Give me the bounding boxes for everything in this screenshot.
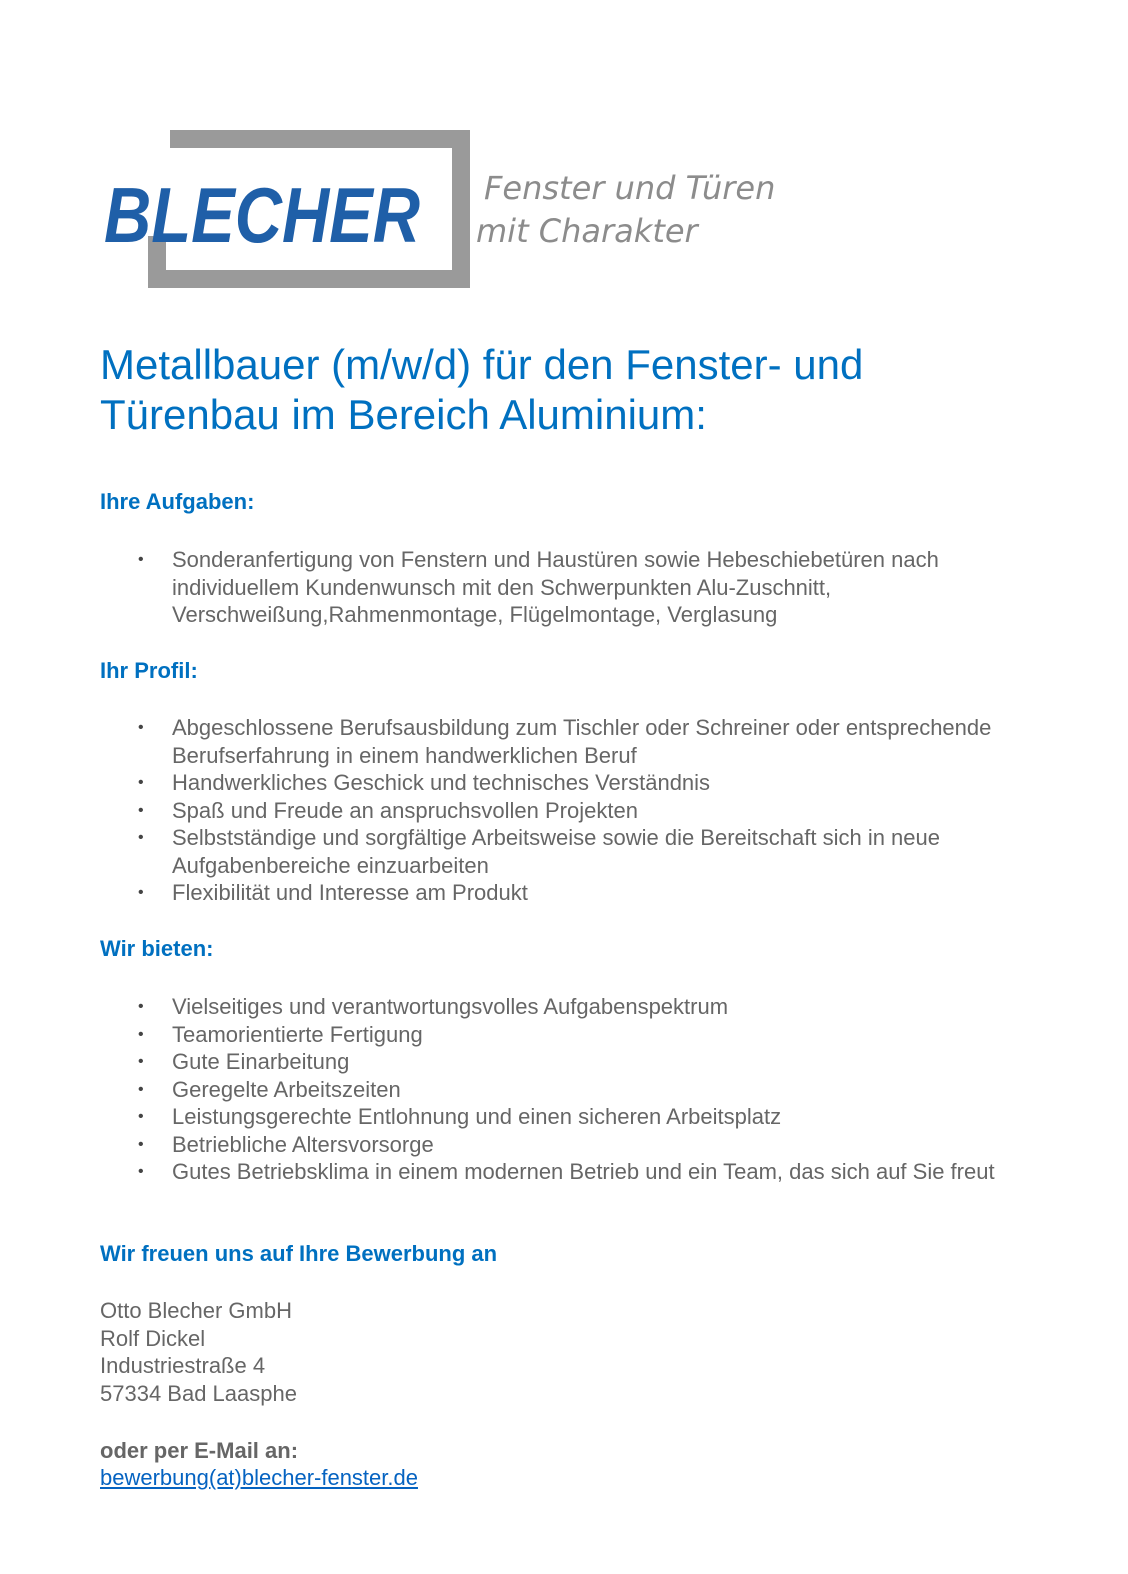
bullet-icon: • bbox=[138, 801, 144, 819]
list-item-text: Vielseitiges und verantwortungsvolles Aufgabenspektrum bbox=[172, 994, 729, 1019]
bullet-icon: • bbox=[138, 774, 144, 791]
list-item-text: Leistungsgerechte Entlohnung und einen sicheren Arbeitsplatz bbox=[172, 1104, 782, 1129]
list-item-text: Handwerkliches Geschick und technisches Verständnis bbox=[172, 770, 711, 795]
list-item-text: Selbstständige und sorgfältige Arbeitsweise sowie die Bereitschaft sich in neue Aufgabenbereiche einzuarbeiten bbox=[172, 825, 941, 878]
aufgaben-list bbox=[100, 546, 1000, 629]
list-item-text: Gutes Betriebsklima in einem modernen Betrieb und ein Team, das sich auf Sie freut bbox=[172, 1159, 995, 1184]
logo-tagline-line1: Fenster und Türen bbox=[484, 169, 776, 207]
list-item bbox=[100, 797, 1000, 825]
logo-tagline-line2: mit Charakter bbox=[476, 212, 698, 250]
list-item-text: Betriebliche Altersvorsorge bbox=[172, 1131, 434, 1157]
list-item bbox=[100, 769, 1000, 797]
list-item bbox=[100, 1103, 1000, 1131]
list-item-text: Abgeschlossene Berufsausbildung zum Tischler oder Schreiner oder entsprechende Berufserfahrung in einem handwerklichen Beruf bbox=[172, 715, 992, 768]
list-item-text: Flexibilität und Interesse am Produkt bbox=[172, 880, 528, 905]
list-item bbox=[100, 1158, 1000, 1186]
list-item-text: Geregelte Arbeitszeiten bbox=[172, 1076, 401, 1102]
email-link[interactable]: bewerbung(at)blecher-fenster.de bbox=[100, 1465, 418, 1490]
bieten-list bbox=[100, 993, 1000, 1186]
section-heading-bieten: Wir bieten: bbox=[100, 936, 214, 961]
list-item bbox=[100, 993, 1000, 1021]
list-item bbox=[100, 546, 1000, 629]
bullet-icon: • bbox=[138, 719, 144, 736]
contact-address bbox=[100, 1297, 297, 1407]
list-item bbox=[100, 1131, 1000, 1159]
page-title-line1: Metallbauer (m/w/d) für den Fenster- und bbox=[100, 341, 864, 388]
page-title bbox=[100, 340, 1000, 440]
bullet-icon: • bbox=[138, 1053, 144, 1070]
bullet-icon: • bbox=[138, 1108, 144, 1125]
list-item bbox=[100, 879, 1000, 907]
list-item bbox=[100, 1021, 1000, 1049]
address-city: 57334 Bad Laasphe bbox=[100, 1380, 297, 1406]
address-company: Otto Blecher GmbH bbox=[100, 1298, 292, 1323]
email-label: oder per E-Mail an: bbox=[100, 1438, 299, 1463]
list-item bbox=[100, 824, 1000, 879]
list-item bbox=[100, 714, 1000, 769]
blecher-logo-graphic bbox=[100, 126, 780, 296]
list-item-text: Gute Einarbeitung bbox=[172, 1049, 350, 1074]
bullet-icon: • bbox=[138, 884, 144, 901]
logo-wordmark: BLECHER bbox=[104, 171, 420, 259]
bullet-icon: • bbox=[138, 1163, 144, 1180]
bullet-icon: • bbox=[138, 1025, 144, 1043]
list-item-text: Sonderanfertigung von Fenstern und Haustüren sowie Hebeschiebetüren nach individuellem Kundenwunsch mit den Schwerpunkten Alu-Zuschnitt, Verschweißung,Rahmenmontage, Flügelmontage, Verglasung bbox=[172, 547, 939, 627]
company-logo bbox=[100, 126, 780, 296]
list-item bbox=[100, 1048, 1000, 1076]
address-street: Industriestraße 4 bbox=[100, 1353, 266, 1378]
section-heading-aufgaben: Ihre Aufgaben: bbox=[100, 489, 255, 514]
bullet-icon: • bbox=[138, 551, 144, 568]
profil-list bbox=[100, 714, 1000, 907]
section-heading-bewerbung: Wir freuen uns auf Ihre Bewerbung an bbox=[100, 1241, 498, 1266]
bullet-icon: • bbox=[138, 829, 144, 846]
logo-frame-bottom bbox=[148, 270, 470, 288]
list-item-text: Teamorientierte Fertigung bbox=[172, 1021, 423, 1047]
bullet-icon: • bbox=[138, 998, 144, 1015]
logo-frame-right bbox=[452, 130, 470, 288]
section-heading-profil: Ihr Profil: bbox=[100, 658, 198, 683]
list-item bbox=[100, 1076, 1000, 1104]
bullet-icon: • bbox=[138, 1080, 144, 1098]
page-title-line2: Türenbau im Bereich Aluminium: bbox=[100, 391, 707, 438]
bullet-icon: • bbox=[138, 1135, 144, 1153]
address-contact-person: Rolf Dickel bbox=[100, 1325, 206, 1351]
list-item-text: Spaß und Freude an anspruchsvollen Projekten bbox=[172, 797, 638, 823]
logo-frame-top bbox=[170, 130, 470, 148]
